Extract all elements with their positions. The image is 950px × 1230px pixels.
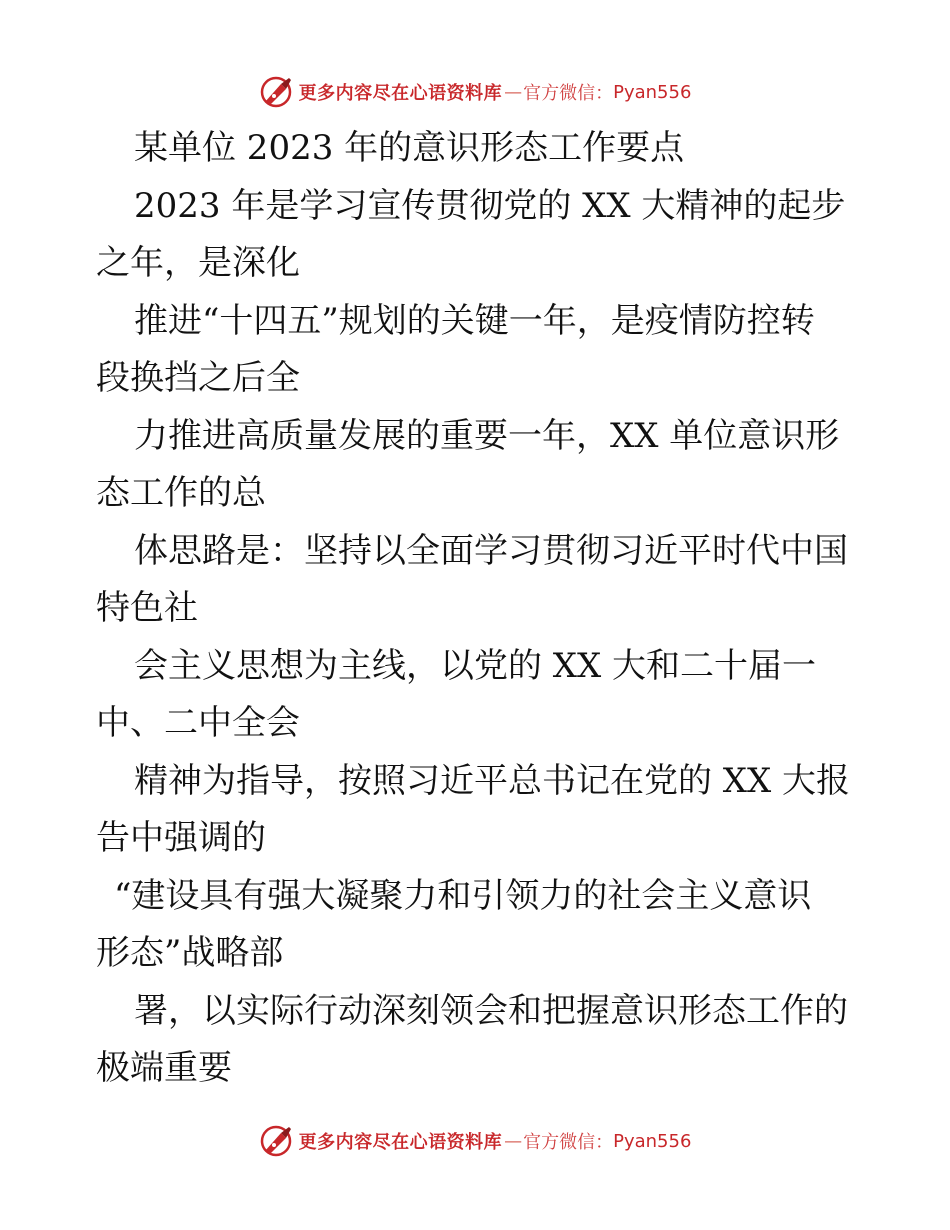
text-line: 极端重要 — [96, 1048, 232, 1088]
text-line: 推进“十四五”规划的关键一年，是疫情防控转 — [134, 300, 815, 341]
text-line: 力推进高质量发展的重要一年，XX 单位意识形 — [134, 415, 840, 456]
text-line: “建设具有强大凝聚力和引领力的社会主义意识 — [114, 875, 812, 916]
banner-wechat-id: Pyan556 — [613, 81, 692, 103]
footer-banner — [0, 1121, 950, 1161]
text-line: 告中强调的 — [96, 818, 266, 858]
banner-wechat-id: Pyan556 — [613, 1130, 692, 1152]
text-line: 会主义思想为主线，以党的 XX 大和二十届一 — [134, 645, 817, 686]
banner-separator: — — [504, 1130, 522, 1152]
text-line: 精神为指导，按照习近平总书记在党的 XX 大报 — [134, 760, 851, 801]
text-line: 特色社 — [96, 588, 198, 628]
banner-wechat-label: 官方微信： — [523, 1132, 614, 1153]
header-banner — [0, 72, 950, 112]
pen-nib-logo-icon — [259, 1123, 295, 1159]
text-line: 署，以实际行动深刻领会和把握意识形态工作的 — [134, 990, 848, 1031]
text-line: 中、二中全会 — [96, 703, 300, 743]
banner-text: 更多内容尽在心语资料库 — [298, 1132, 503, 1153]
banner-text: 更多内容尽在心语资料库 — [298, 83, 503, 104]
document-title: 某单位 2023 年的意识形态工作要点 — [134, 128, 685, 168]
banner-separator: — — [504, 81, 522, 103]
text-line: 段换挡之后全 — [96, 358, 300, 398]
pen-nib-logo-icon — [259, 74, 295, 110]
text-line: 形态”战略部 — [96, 933, 284, 973]
document-body — [96, 120, 866, 1098]
banner-wechat-label: 官方微信： — [523, 83, 614, 104]
text-line: 2023 年是学习宣传贯彻党的 XX 大精神的起步 — [134, 185, 846, 226]
text-line: 态工作的总 — [96, 473, 266, 513]
text-line: 之年，是深化 — [96, 243, 300, 283]
text-line: 体思路是：坚持以全面学习贯彻习近平时代中国 — [134, 530, 848, 571]
